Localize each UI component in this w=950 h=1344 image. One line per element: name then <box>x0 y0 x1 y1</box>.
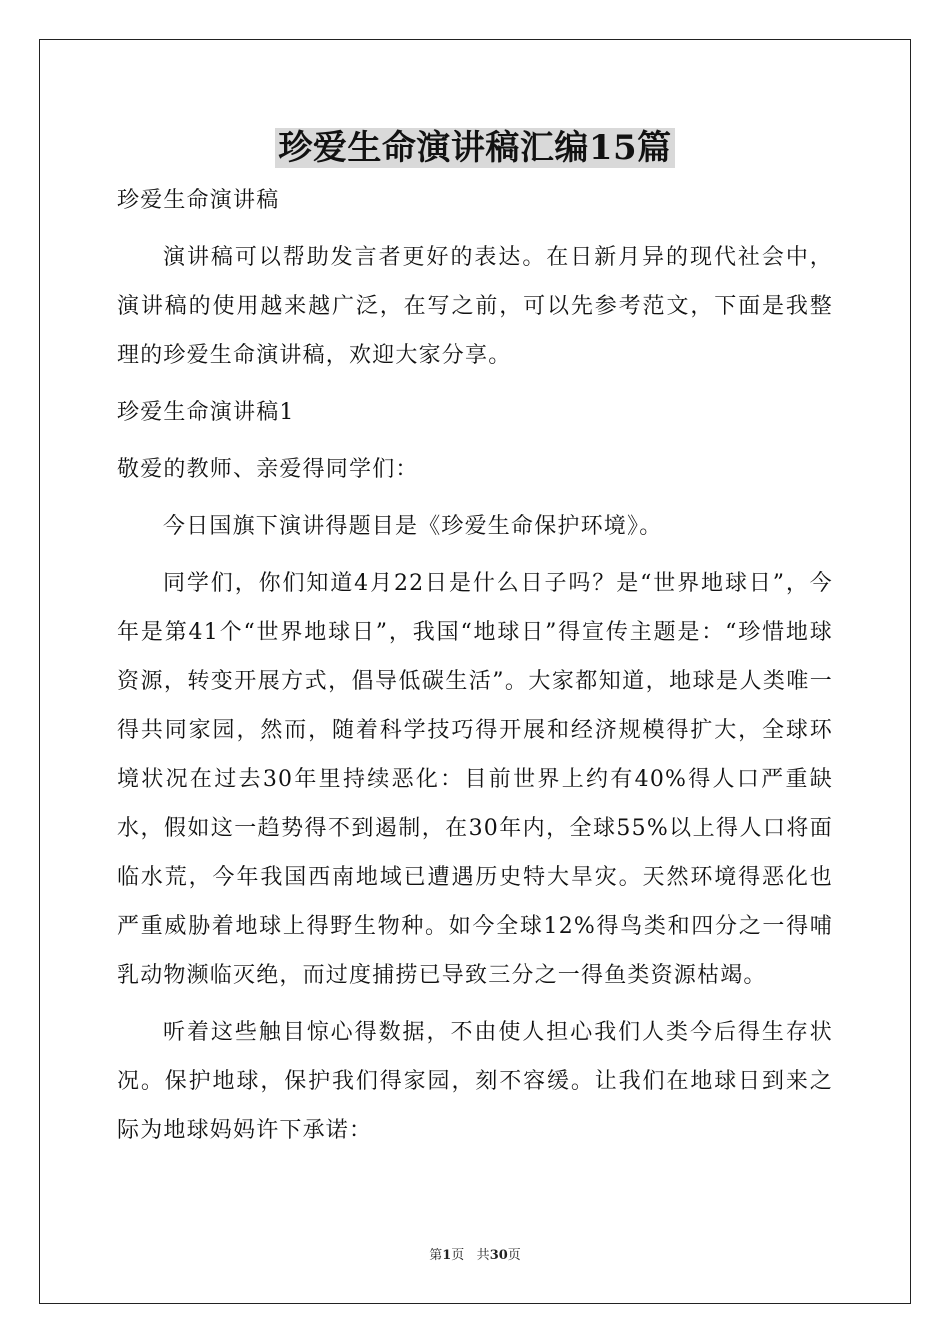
speech-heading: 珍爱生命演讲稿1 <box>117 400 295 425</box>
body-paragraph: 同学们，你们知道4月22日是什么日子吗？是“世界地球日”，今年是第41个“世界地球日”，我国“地球日”得宣传主题是：“珍惜地球资源，转变开展方式，倡导低碳生活”。大家都知道，地球是人类唯一得共同家园，然而，随着科学技巧得开展和经济规模得扩大，全球环境状况在过去30年里持续恶化：目前世界上约有40%得人口严重缺水，假如这一趋势得不到遏制，在30年内，全球55%以上得人口将面临水荒，今年我国西南地域已遭遇历史特大旱灾。天然环境得恶化也严重威胁着地球上得野生物种。如今全球12%得鸟类和四分之一得哺乳动物濒临灭绝，而过度捕捞已导致三分之一得鱼类资源枯竭。 <box>117 571 833 988</box>
body-paragraph: 听着这些触目惊心得数据，不由使人担心我们人类今后得生存状况。保护地球，保护我们得家园，刻不容缓。让我们在地球日到来之际为地球妈妈许下承诺： <box>117 1020 833 1143</box>
page-label-suffix: 页 <box>451 1248 465 1263</box>
intro-paragraph: 演讲稿可以帮助发言者更好的表达。在日新月异的现代社会中，演讲稿的使用越来越广泛，在写之前，可以先参考范文，下面是我整理的珍爱生命演讲稿，欢迎大家分享。 <box>117 245 833 368</box>
document-title-text: 珍爱生命演讲稿汇编15篇 <box>275 128 674 168</box>
page-total: 30 <box>489 1248 508 1263</box>
total-label-suffix: 页 <box>507 1248 521 1263</box>
body-paragraph: 今日国旗下演讲得题目是《珍爱生命保护环境》。 <box>163 514 663 539</box>
total-label-prefix: 共 <box>476 1248 490 1263</box>
page-footer <box>0 1247 950 1265</box>
document-body <box>117 176 833 1155</box>
page-label-prefix: 第 <box>429 1248 443 1263</box>
salutation: 敬爱的教师、亲爱得同学们： <box>117 457 419 482</box>
page-current: 1 <box>442 1248 452 1263</box>
section-heading: 珍爱生命演讲稿 <box>117 188 280 213</box>
document-title <box>0 122 950 174</box>
